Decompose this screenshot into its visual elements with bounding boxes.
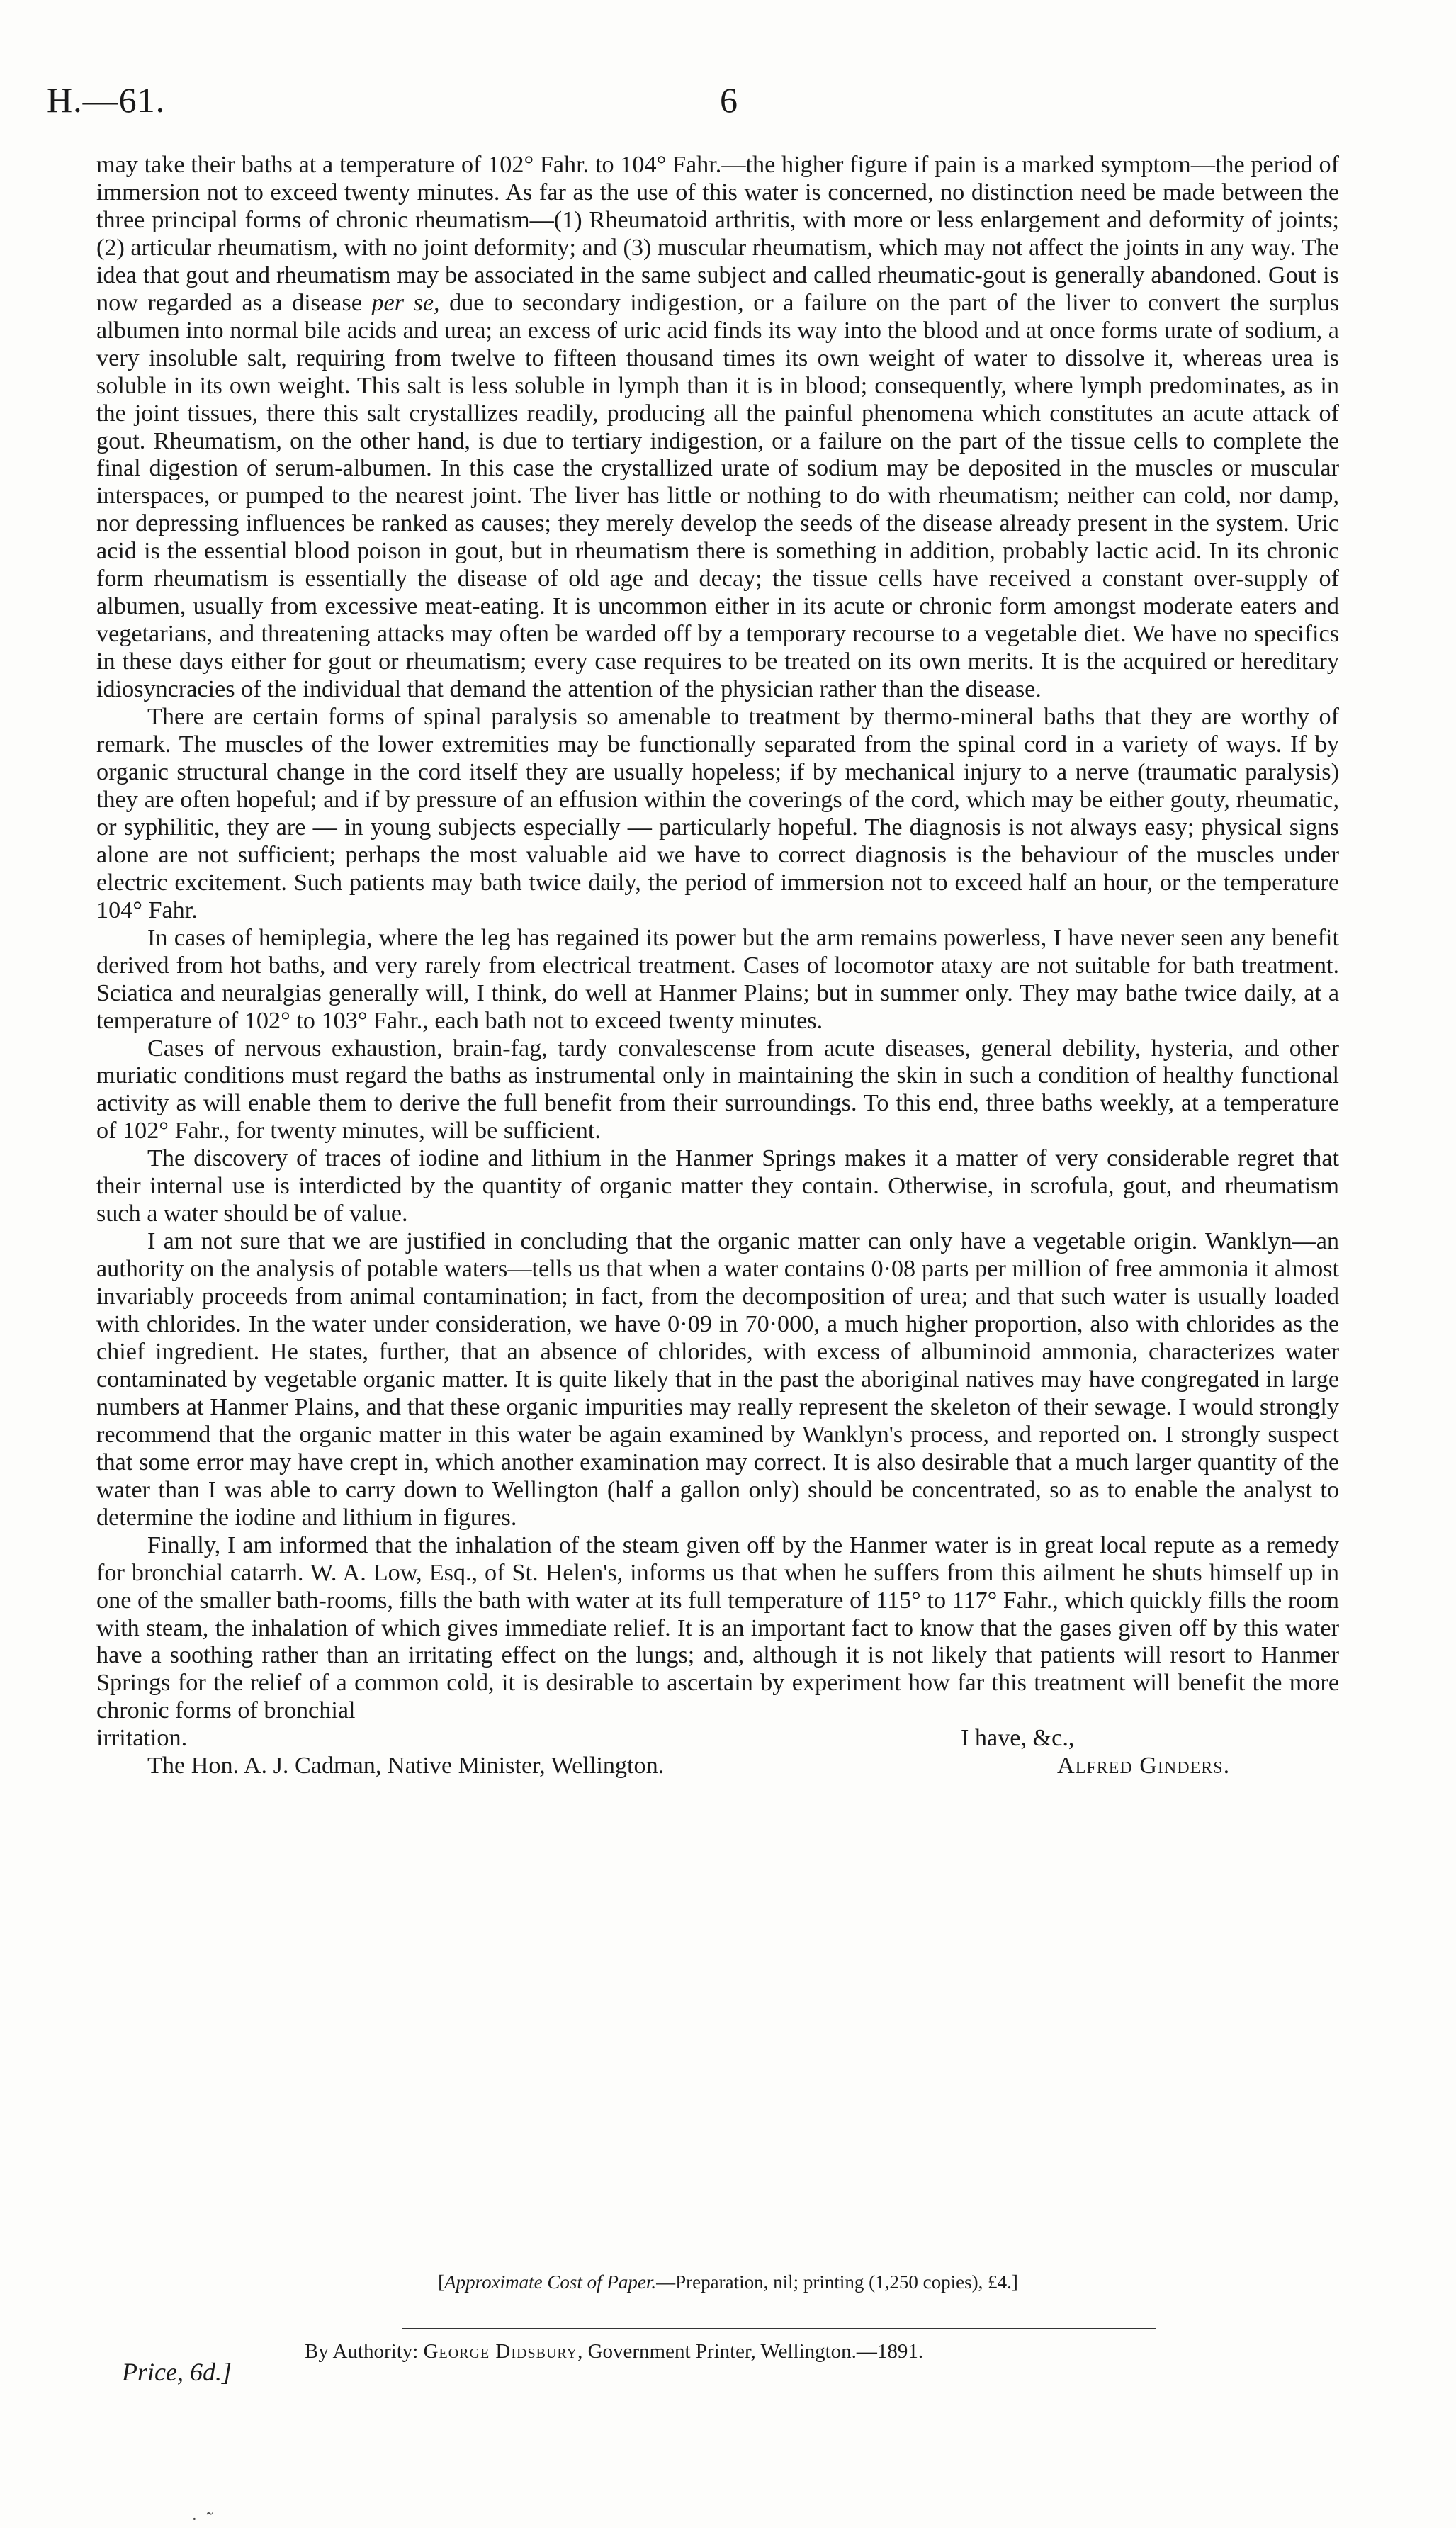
page-number: 6: [720, 80, 738, 120]
price-note: Price, 6d.]: [122, 2358, 232, 2386]
italic-phrase: per se,: [371, 289, 440, 316]
paragraph-organic-matter: I am not sure that we are justified in concluding that the organic matter can only have a vegetable origin. Wanklyn—an authority on the analysis of potable waters—tells us that when a water contains 0·08 parts per million of free ammonia it almost invariably proceeds from animal contamination; in fact, from the decomposition of urea; and that such water is usually loaded with chlorides. In the water under consideration, we have 0·09 in 70·000, a much higher proportion, also with chlorides as the chief ingredient. He states, further, that an absence of chlorides, with excess of albuminoid ammonia, characterizes water contaminated by vegetable organic matter. It is quite likely that in the past the aboriginal natives may have congregated in large numbers at Hanmer Plains, and that these organic impurities may really represent the skeleton of their sewage. I would strongly recommend that the organic matter in this water be again examined by Wanklyn's process, and reported on. I strongly suspect that some error may have crept in, which another examination may correct. It is also desirable that a much larger quantity of the water than I was able to carry down to Wellington (half a gallon only) should be concentrated, so as to enable the analyst to determine the iodine and lithium in figures.: [96, 1228, 1339, 1531]
signature: Alfred Ginders.: [1057, 1753, 1231, 1780]
closing-salutation: I have, &c.,: [961, 1725, 1075, 1752]
paragraph-nervous-exhaustion: Cases of nervous exhaustion, brain-fag, tardy convalescense from acute diseases, general debility, hysteria, and other muriatic conditions must regard the baths as instrumental only in maintaining the skin in such a condition of healthy functional activity as will enable them to derive the full benefit from their surroundings. To this end, three baths weekly, at a temperature of 102° Fahr., for twenty minutes, will be sufficient.: [96, 1035, 1339, 1145]
paragraph-gout-rheumatism: [96, 152, 1339, 704]
addressee-row: [96, 1753, 1339, 1780]
printer-name: George Didsbury: [423, 2340, 578, 2363]
paragraph-inhalation: Finally, I am informed that the inhalation of the steam given off by the Hanmer water is in great local repute as a remedy for bronchial catarrh. W. A. Low, Esq., of St. Helen's, informs us that when he suffers from this ailment he shuts himself up in one of the smaller bath-rooms, fills the bath with water at its full temperature of 115° to 117° Fahr., which quickly fills the room with steam, the inhalation of which gives immediate relief. It is an important fact to know that the gases given off by this water have a soothing rather than an irritating effect on the lungs; and, although it is not likely that patients will resort to Hanmer Springs for the relief of a common cold, it is desirable to ascertain by experiment how far this treatment will benefit the more chronic forms of bronchial: [96, 1531, 1339, 1724]
paragraph-text: may take their baths at a temperature of 102° Fahr. to 104° Fahr.—the higher figure if pain is a marked symptom—the period of immersion not to exceed twenty minutes. As far as the use of this water is concerned, no distinction need be made between the three principal forms of chronic rheumatism—(1) Rheumatoid arthritis, with more or less enlargement and deformity of joints; (2) articular rheumatism, with no joint deformity; and (3) muscular rheumatism, which may not affect the joints in any way. The idea that gout and rheumatism may be associated in the same subject and called rheumatic-gout is generally abandoned. Gout is now regarded as a disease: [96, 152, 1339, 316]
paragraph-spinal-paralysis: There are certain forms of spinal paralysis so amenable to treatment by thermo-mineral baths that they are worthy of remark. The muscles of the lower extremities may be functionally separated from the spinal cord in a variety of ways. If by organic structural change in the cord itself they are usually hopeless; if by mechanical injury to a nerve (traumatic paralysis) they are often hopeful; and if by pressure of an effusion within the coverings of the cord, which may be either gouty, rheumatic, or syphilitic, they are — in young subjects especially — particularly hopeful. The diagnosis is not always easy; physical signs alone are not sufficient; perhaps the most valuable aid we have to correct diagnosis is the behaviour of the muscles under electric excitement. Such patients may bath twice daily, the period of immersion not to exceed half an hour, or the temperature 104° Fahr.: [96, 704, 1339, 923]
cost-of-paper-note: [Approximate Cost of Paper.—Preparation, nil; printing (1,250 copies), £4.]: [438, 2271, 1018, 2293]
paragraph-iodine-lithium: The discovery of traces of iodine and lithium in the Hanmer Springs makes it a matter of very considerable regret that their internal use is interdicted by the quantity of organic matter they contain. Otherwise, in scrofula, gout, and rheumatism such a water should be of value.: [96, 1145, 1339, 1227]
price-text: Price, 6d.: [122, 2358, 222, 2386]
letter-body: [96, 152, 1339, 1780]
addressee: The Hon. A. J. Cadman, Native Minister, Wellington.: [147, 1753, 665, 1780]
scan-speck: · ˜: [191, 2509, 213, 2529]
parliamentary-paper-ref: H.—61.: [47, 80, 166, 120]
printer-imprint: [305, 2340, 923, 2363]
cost-details: —Preparation, nil; printing (1,250 copies), £4.: [656, 2271, 1012, 2293]
authority-suffix: , Government Printer, Wellington.—1891.: [577, 2340, 924, 2363]
authority-prefix: By Authority:: [305, 2340, 424, 2363]
closing-row: [96, 1725, 1339, 1753]
paragraph-text: due to secondary indigestion, or a failure on the part of the liver to convert the surplus albumen into normal bile acids and urea; an excess of uric acid finds its way into the blood and at once forms urate of sodium, a very insoluble salt, requiring from twelve to fifteen thousand times its own weight of water to dissolve it, whereas urea is soluble in its own weight. This salt is less soluble in lymph than it is in blood; consequently, where lymph predominates, as in the joint tissues, there this salt crystallizes readily, producing all the painful phenomena which constitutes an acute attack of gout. Rheumatism, on the other hand, is due to tertiary indigestion, or a failure on the part of the tissue cells to complete the final digestion of serum-albumen. In this case the crystallized urate of sodium may be deposited in the muscles or muscular interspaces, or pumped to the nearest joint. The liver has little or nothing to do with rheumatism; neither can cold, nor damp, nor depressing influences be ranked as causes; they merely develop the seeds of the disease already present in the system. Uric acid is the essential blood poison in gout, but in rheumatism there is something in addition, probably lactic acid. In its chronic form rheumatism is essentially the disease of old age and decay; the tissue cells have received a constant over-supply of albumen, usually from excessive meat-eating. It is uncommon either in its acute or chronic form amongst moderate eaters and vegetarians, and threatening attacks may often be warded off by a temporary recourse to a vegetable diet. We have no specifics in these days either for gout or rheumatism; every case requires to be treated on its own merits. It is the acquired or hereditary idiosyncracies of the individual that demand the attention of the physician rather than the disease.: [96, 289, 1340, 703]
footer-divider: [402, 2328, 1156, 2329]
paragraph-final-word: irritation.: [96, 1725, 188, 1752]
cost-label: Approximate Cost of Paper.: [444, 2271, 657, 2293]
paragraph-hemiplegia: In cases of hemiplegia, where the leg has regained its power but the arm remains powerless, I have never seen any benefit derived from hot baths, and very rarely from electrical treatment. Cases of locomotor ataxy are not suitable for bath treatment. Sciatica and neuralgias generally will, I think, do well at Hanmer Plains; but in summer only. They may bathe twice daily, at a temperature of 102° to 103° Fahr., each bath not to exceed twenty minutes.: [96, 924, 1339, 1034]
